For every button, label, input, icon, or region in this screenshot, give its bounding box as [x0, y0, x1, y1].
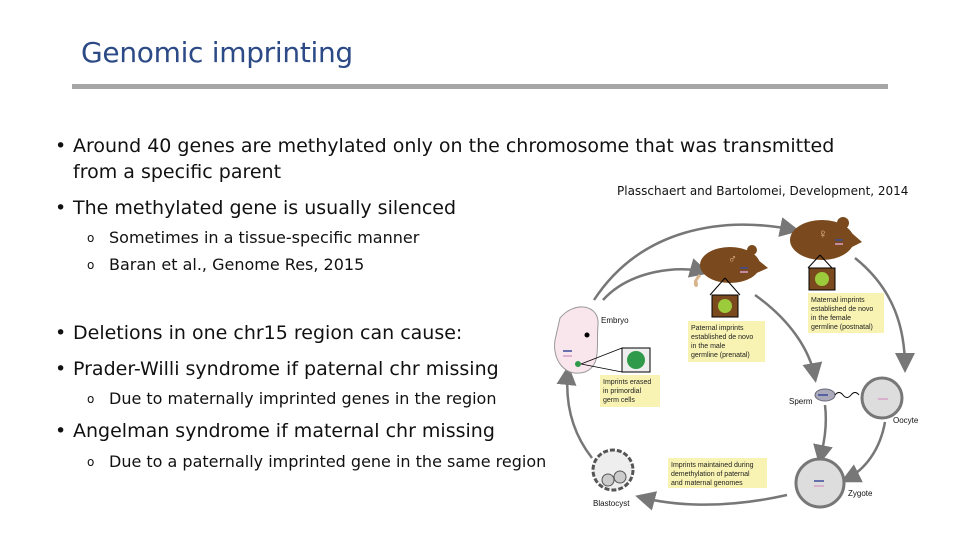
- citation: Plasschaert and Bartolomei, Development, 2014: [617, 184, 909, 198]
- blastocyst: [593, 450, 633, 490]
- maternal-imprint-box: [808, 293, 884, 333]
- female-symbol: ♀: [818, 226, 828, 241]
- sub-bullet: o Baran et al., Genome Res, 2015: [87, 255, 365, 274]
- embryo-label: Embryo: [601, 316, 629, 325]
- bullet-5: • Angelman syndrome if maternal chr missing: [55, 420, 495, 442]
- imprints-erased-box: [600, 375, 660, 407]
- male-symbol: ♂: [728, 252, 737, 266]
- sub-bullet: o Due to maternally imprinted genes in the region: [87, 389, 497, 408]
- svg-text:established de novo: established de novo: [811, 306, 874, 313]
- zygote: [796, 459, 844, 507]
- bullet-1: • Around 40 genes are methylated only on the chromosome that was transmitted from a specific parent: [55, 135, 835, 183]
- svg-text:Imprints erased: Imprints erased: [603, 379, 652, 386]
- sub-bullet: o Sometimes in a tissue-specific manner: [87, 228, 420, 247]
- bullet-4: • Prader-Willi syndrome if paternal chr missing: [55, 358, 499, 380]
- bullet-3: • Deletions in one chr15 region can cause:: [55, 322, 463, 344]
- svg-text:Paternal imprints: Paternal imprints: [691, 325, 744, 332]
- female-mouse: [790, 217, 862, 290]
- slide-title: Genomic imprinting: [81, 36, 353, 69]
- svg-text:Maternal imprints: Maternal imprints: [811, 297, 865, 304]
- oocyte: [862, 378, 902, 418]
- zygote-label: Zygote: [848, 489, 873, 498]
- sub-bullet: o Due to a paternally imprinted gene in the same region: [87, 452, 547, 471]
- oocyte-label: Oocyte: [893, 416, 919, 425]
- svg-text:demethylation of paternal: demethylation of paternal: [671, 471, 750, 478]
- imprints-maintained-box: [668, 458, 767, 488]
- svg-text:germline (postnatal): germline (postnatal): [811, 324, 873, 331]
- svg-text:and maternal genomes: and maternal genomes: [671, 480, 743, 487]
- blastocyst-label: Blastocyst: [593, 499, 630, 508]
- svg-text:established de novo: established de novo: [691, 334, 754, 341]
- svg-text:in the female: in the female: [811, 315, 852, 322]
- svg-text:germline (prenatal): germline (prenatal): [691, 352, 750, 359]
- male-mouse: [695, 245, 768, 317]
- svg-text:germ cells: germ cells: [603, 397, 635, 404]
- paternal-imprint-box: [688, 321, 765, 362]
- svg-text:Imprints maintained during: Imprints maintained during: [671, 462, 754, 469]
- svg-text:in primordial: in primordial: [603, 388, 642, 395]
- sperm-label: Sperm: [789, 397, 813, 406]
- bullet-2: • The methylated gene is usually silenced: [55, 197, 457, 219]
- svg-text:in the male: in the male: [691, 343, 726, 350]
